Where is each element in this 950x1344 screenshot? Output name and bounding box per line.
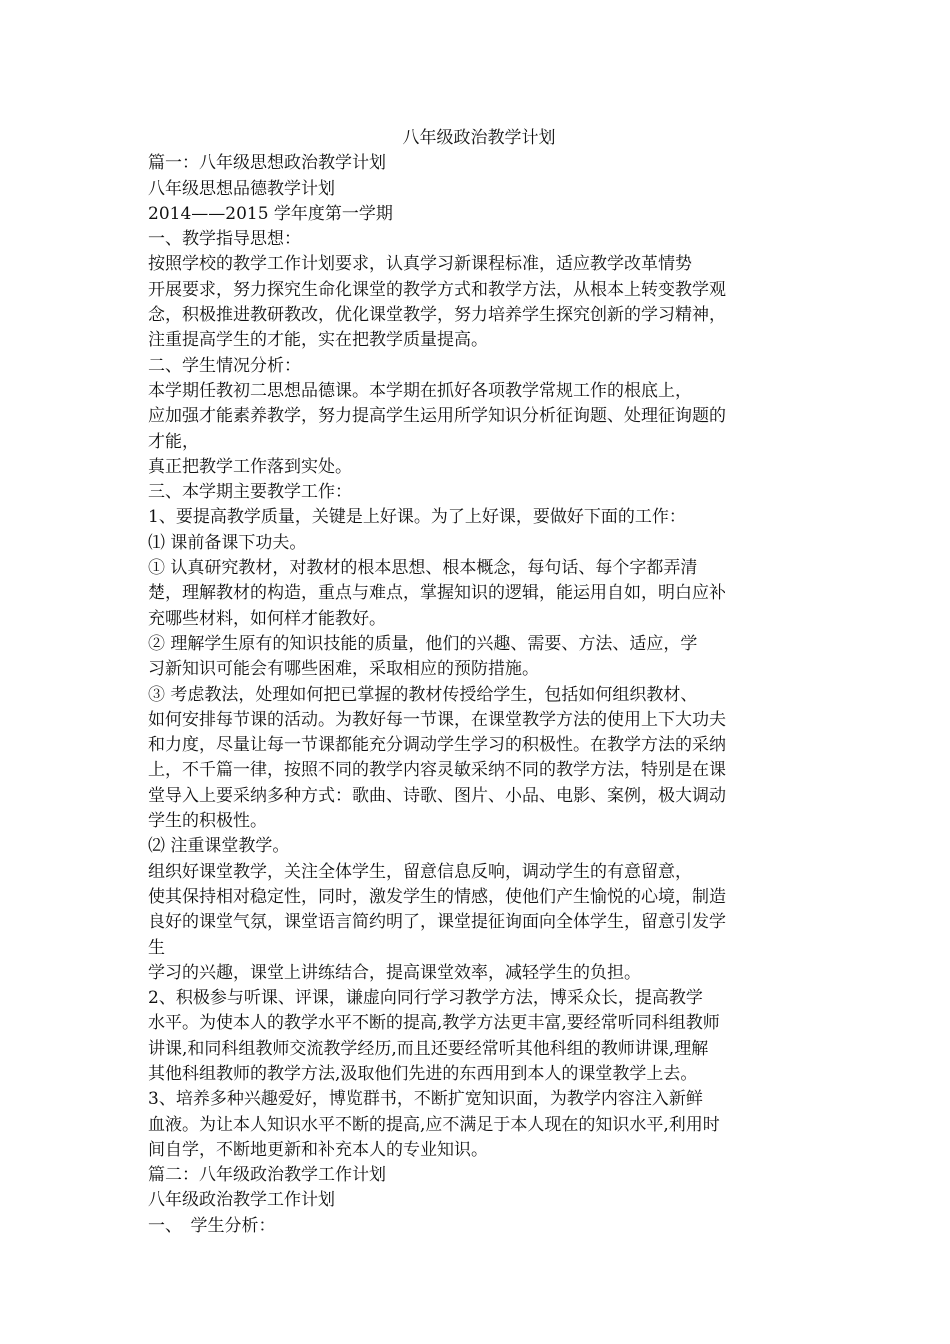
text-line: 2、积极参与听课、评课，谦虚向同行学习教学方法，博采众长，提高教学 bbox=[148, 988, 703, 1009]
text-line: 本学期任教初二思想品德课。本学期在抓好各项教学常规工作的根底上， bbox=[148, 380, 692, 401]
text-line: 生 bbox=[148, 937, 165, 958]
text-line: 如何安排每节课的活动。为教好每一节课，在课堂教学方法的使用上下大功夫 bbox=[148, 709, 726, 730]
text-line: 间自学，不断地更新和补充本人的专业知识。 bbox=[148, 1139, 488, 1160]
text-line: ① 认真研究教材，对教材的根本思想、根本概念，每句话、每个字都弄清 bbox=[148, 558, 698, 579]
text-line: 楚，理解教材的构造，重点与难点，掌握知识的逻辑，能运用自如，明白应补 bbox=[148, 583, 726, 604]
text-line: 充哪些材料，如何样才能教好。 bbox=[148, 608, 386, 629]
text-line: 习新知识可能会有哪些困难，采取相应的预防措施。 bbox=[148, 659, 539, 680]
text-line: 血液。为让本人知识水平不断的提高,应不满足于本人现在的知识水平,利用时 bbox=[148, 1114, 720, 1135]
text-line: 水平。为使本人的教学水平不断的提高,教学方法更丰富,要经常听同科组教师 bbox=[148, 1013, 720, 1034]
text-line: 注重提高学生的才能，实在把教学质量提高。 bbox=[148, 330, 488, 351]
text-line: 念，积极推进教研教改，优化课堂教学，努力培养学生探究创新的学习精神， bbox=[148, 305, 726, 326]
text-line: 组织好课堂教学，关注全体学生，留意信息反响，调动学生的有意留意， bbox=[148, 861, 692, 882]
text-line: 篇一：八年级思想政治教学计划 bbox=[148, 153, 386, 174]
text-line: 一、教学指导思想： bbox=[148, 229, 301, 250]
text-line: 学习的兴趣，课堂上讲练结合，提高课堂效率，减轻学生的负担。 bbox=[148, 962, 641, 983]
text-line: ⑴ 课前备课下功夫。 bbox=[148, 532, 307, 553]
text-line: 2014——2015 学年度第一学期 bbox=[148, 203, 393, 224]
text-line: 应加强才能素养教学，努力提高学生运用所学知识分析征询题、处理征询题的 bbox=[148, 406, 726, 427]
text-line: ③ 考虑教法，处理如何把已掌握的教材传授给学生，包括如何组织教材、 bbox=[148, 684, 698, 705]
document-page bbox=[148, 126, 808, 1239]
text-line: 上，不千篇一律，按照不同的教学内容灵敏采纳不同的教学方法，特别是在课 bbox=[148, 760, 726, 781]
text-line: 3、培养多种兴趣爱好，博览群书，不断扩宽知识面，为教学内容注入新鲜 bbox=[148, 1089, 703, 1110]
text-line: 八年级思想品德教学计划 bbox=[148, 178, 335, 199]
text-line: 八年级政治教学工作计划 bbox=[148, 1190, 335, 1211]
text-line: 篇二：八年级政治教学工作计划 bbox=[148, 1165, 386, 1186]
text-line: 真正把教学工作落到实处。 bbox=[148, 456, 352, 477]
text-line: 一、 学生分析： bbox=[148, 1215, 276, 1236]
text-line: 三、本学期主要教学工作： bbox=[148, 482, 352, 503]
text-line: 开展要求，努力探究生命化课堂的教学方式和教学方法，从根本上转变教学观 bbox=[148, 279, 726, 300]
text-line: 二、学生情况分析： bbox=[148, 355, 301, 376]
text-line: ② 理解学生原有的知识技能的质量，他们的兴趣、需要、方法、适应，学 bbox=[148, 633, 698, 654]
text-line: 堂导入上要采纳多种方式：歌曲、诗歌、图片、小品、电影、案例，极大调动 bbox=[148, 785, 726, 806]
text-line: 按照学校的教学工作计划要求，认真学习新课程标准，适应教学改革情势 bbox=[148, 254, 692, 275]
text-line: 讲课,和同科组教师交流教学经历,而且还要经常听其他科组的教师讲课,理解 bbox=[148, 1038, 709, 1059]
text-line: 其他科组教师的教学方法,汲取他们先进的东西用到本人的课堂教学上去。 bbox=[148, 1063, 698, 1084]
text-line: 学生的积极性。 bbox=[148, 811, 267, 832]
text-line: 和力度，尽量让每一节课都能充分调动学生学习的积极性。在教学方法的采纳 bbox=[148, 735, 726, 756]
text-line: 1、要提高教学质量，关键是上好课。为了上好课，要做好下面的工作： bbox=[148, 507, 686, 528]
text-line: ⑵ 注重课堂教学。 bbox=[148, 836, 290, 857]
document-title: 八年级政治教学计划 bbox=[402, 128, 556, 148]
text-line: 才能， bbox=[148, 431, 199, 452]
text-line: 使其保持相对稳定性，同时，激发学生的情感，使他们产生愉悦的心境，制造 bbox=[148, 886, 726, 907]
document-body bbox=[148, 151, 808, 1239]
text-line: 良好的课堂气氛，课堂语言简约明了，课堂提征询面向全体学生，留意引发学 bbox=[148, 912, 726, 933]
